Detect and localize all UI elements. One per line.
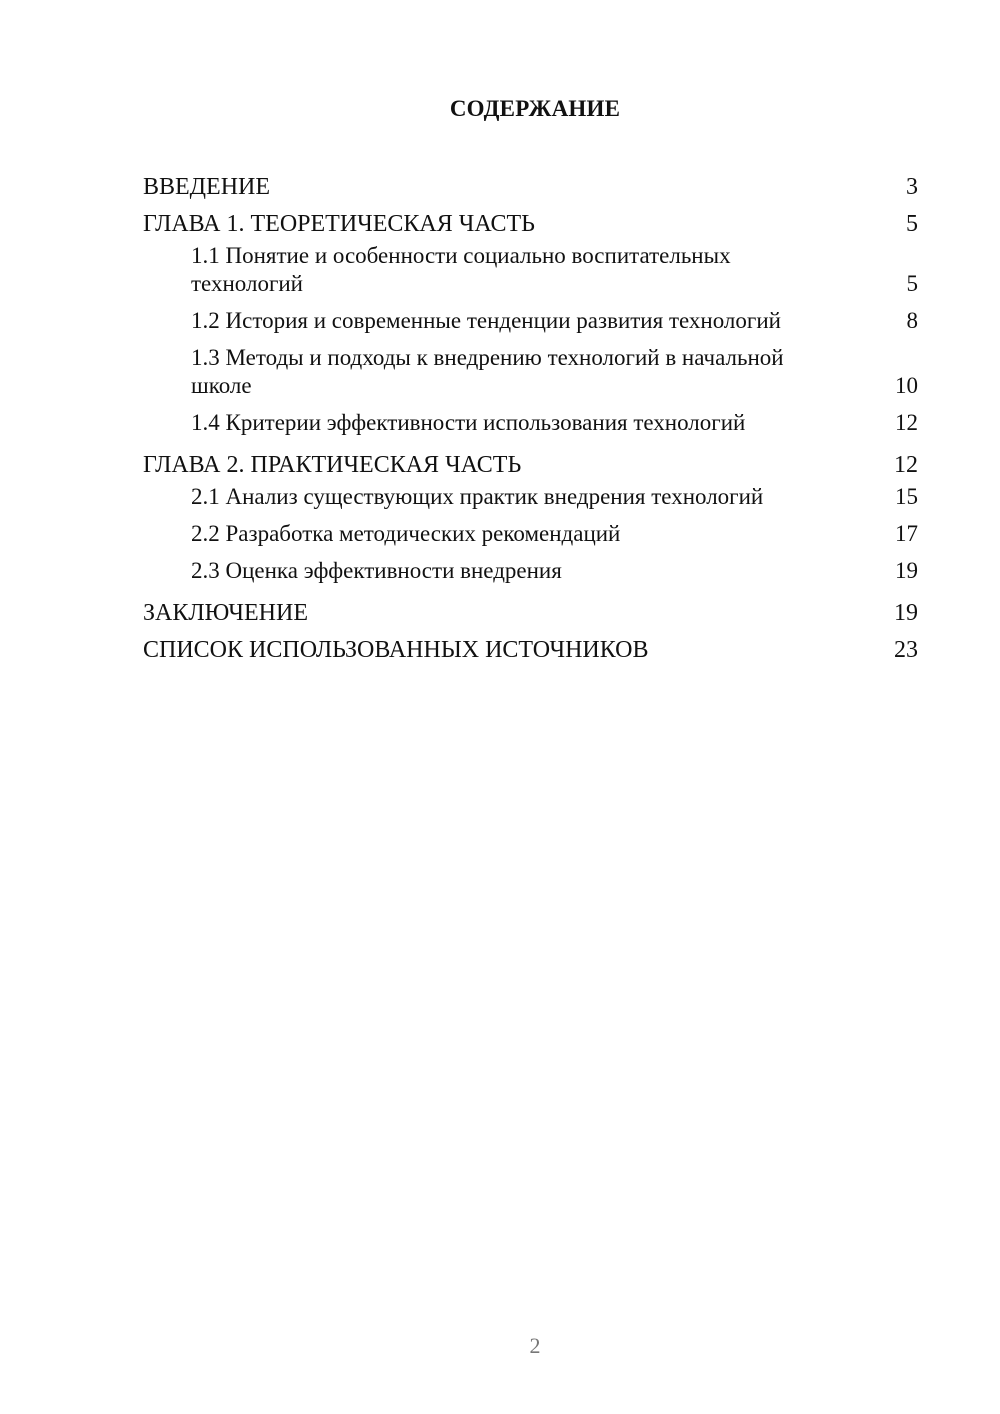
toc-entry-page: 10 — [895, 373, 918, 398]
toc-entry-references[interactable] — [143, 631, 918, 668]
toc-entry-title: СПИСОК ИСПОЛЬЗОВАННЫХ ИСТОЧНИКОВ — [143, 636, 649, 663]
toc-entry-title: 1.2 История и современные тенденции развития технологий — [191, 308, 781, 333]
toc-entry-page: 8 — [906, 308, 918, 333]
toc-entry-page: 15 — [895, 484, 918, 509]
toc-entry-section-1-1[interactable] — [143, 242, 918, 298]
toc-entry-title: 1.3 Методы и подходы к внедрению технологий в начальной школе — [191, 345, 784, 398]
toc-entry-title: 2.1 Анализ существующих практик внедрения технологий — [191, 484, 764, 509]
toc-entry-section-2-3[interactable] — [143, 557, 918, 585]
toc-entry-title: 2.3 Оценка эффективности внедрения — [191, 558, 562, 583]
toc-entry-title: ЗАКЛЮЧЕНИЕ — [143, 599, 308, 626]
toc-entry-chapter-1[interactable] — [143, 205, 918, 242]
toc-entry-title: ГЛАВА 2. ПРАКТИЧЕСКАЯ ЧАСТЬ — [143, 451, 522, 478]
toc-entry-title: ВВЕДЕНИЕ — [143, 173, 271, 200]
toc-entry-chapter-2[interactable] — [143, 446, 918, 483]
toc-entry-page: 19 — [895, 558, 918, 583]
page-title: СОДЕРЖАНИЕ — [449, 96, 621, 121]
toc-entry-section-1-4[interactable] — [143, 409, 918, 437]
toc-entry-section-1-3[interactable] — [143, 344, 918, 400]
table-of-contents — [143, 168, 918, 668]
page-number: 2 — [529, 1333, 541, 1358]
toc-entry-title: 2.2 Разработка методических рекомендаций — [191, 521, 621, 546]
toc-entry-title: ГЛАВА 1. ТЕОРЕТИЧЕСКАЯ ЧАСТЬ — [143, 210, 535, 237]
toc-entry-page: 5 — [906, 271, 918, 296]
toc-entry-page: 19 — [894, 599, 918, 626]
toc-entry-introduction[interactable] — [143, 168, 918, 205]
toc-entry-conclusion[interactable] — [143, 594, 918, 631]
toc-entry-page: 17 — [895, 521, 918, 546]
toc-entry-title: 1.1 Понятие и особенности социально воспитательных технологий — [191, 243, 731, 296]
toc-entry-title: 1.4 Критерии эффективности использования технологий — [191, 410, 746, 435]
toc-entry-section-2-1[interactable] — [143, 483, 918, 511]
toc-entry-page: 23 — [894, 636, 918, 663]
toc-entry-page: 12 — [895, 410, 918, 435]
toc-entry-section-2-2[interactable] — [143, 520, 918, 548]
toc-entry-page: 5 — [906, 210, 918, 237]
toc-entry-page: 3 — [906, 173, 918, 200]
toc-entry-page: 12 — [894, 451, 918, 478]
toc-entry-section-1-2[interactable] — [143, 307, 918, 335]
